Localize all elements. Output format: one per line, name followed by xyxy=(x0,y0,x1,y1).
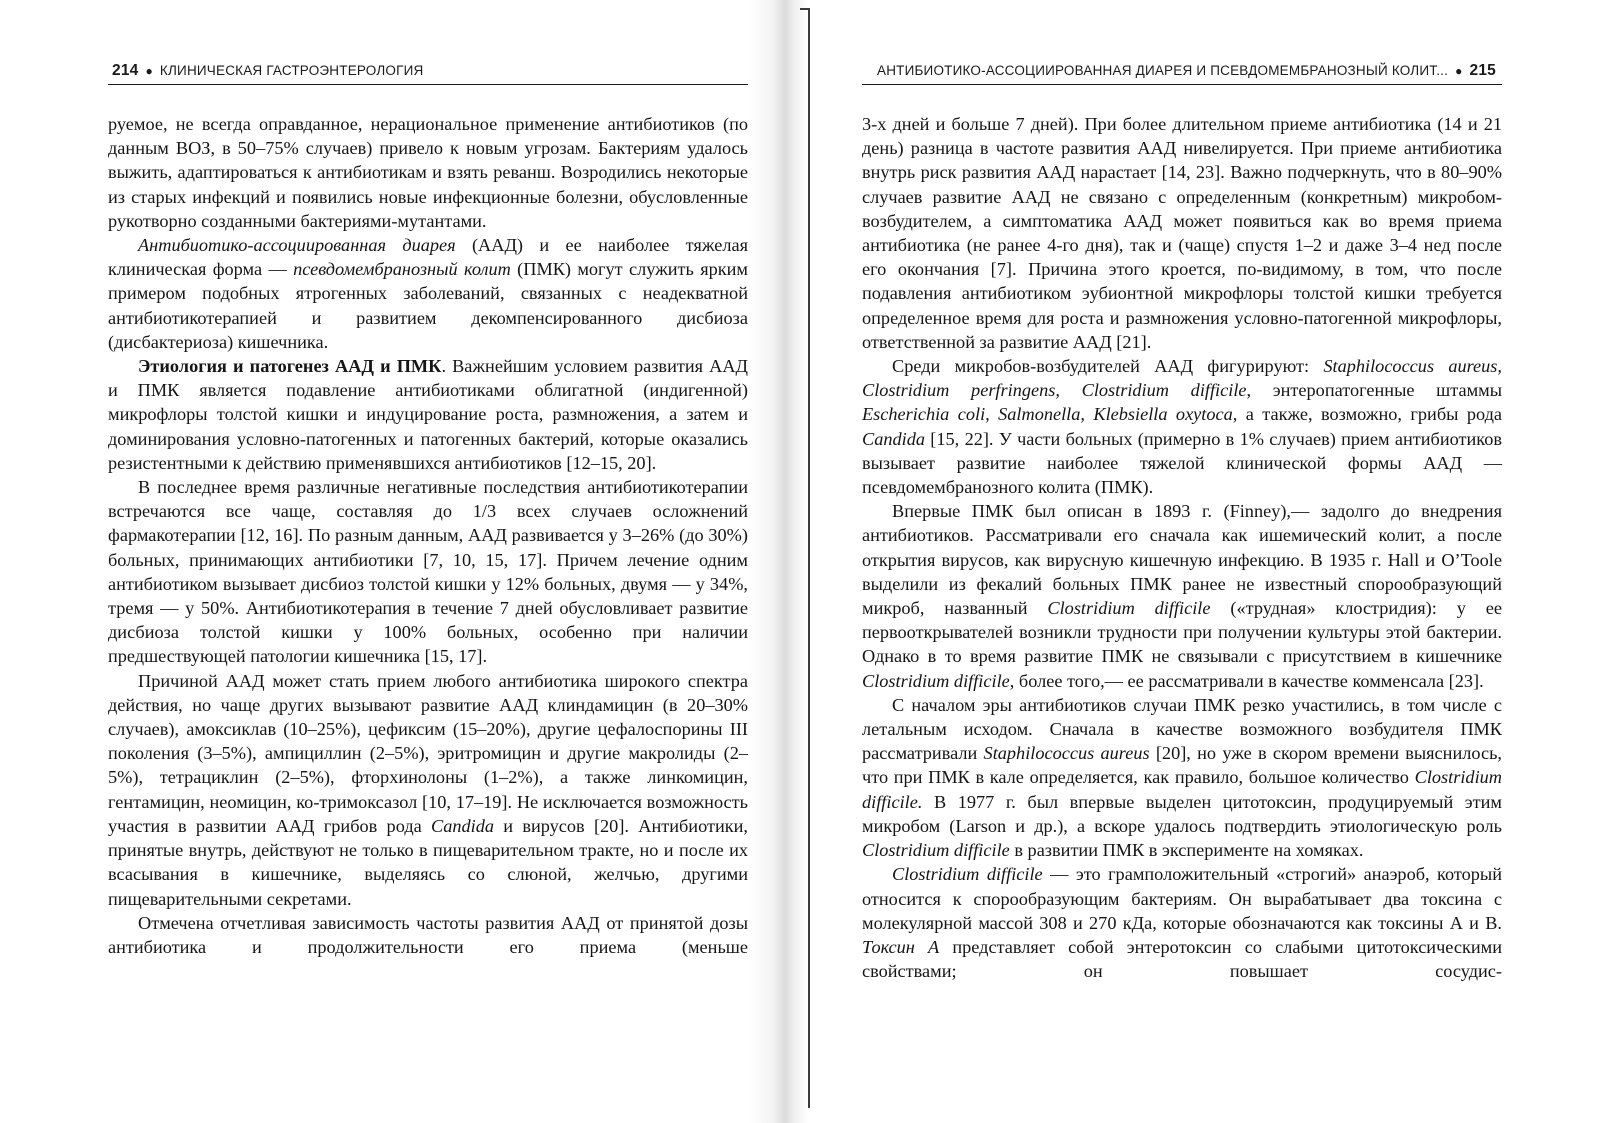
term-aad: Антибиотико-ассоциированная диарея xyxy=(138,235,456,256)
term-toxin-a: Токсин А xyxy=(862,936,940,957)
right-paragraph-2: Среди микробов-возбудителей ААД фигурируют: Staphilococcus aureus, Clostridium perfringens, Clostridium difficile, энтеропатогенные штаммы Escherichia coli, Salmonella, Klebsiella oxytoca, а также, возможно, грибы рода Candida [15, 22]. У части больных (примерно в 1% случаев) прием антибиотиков вызывает развитие наиболее тяжелой клинической формы ААД — псевдомембранозного колита (ПМК). xyxy=(862,356,1503,498)
species-c-difficile: Clostridium difficile xyxy=(862,840,1010,861)
right-paragraph-5: Clostridium difficile — это грамположительный «строгий» анаэроб, который относится к спорообразующим бактериям. Он вырабатывает два токсина с молекулярной массой 308 и 270 кДа, которые обозначаются как токсины А и В. Токсин А представляет собой энтеротоксин со слабыми цитотоксическими свойствами; он повышает сосудис- xyxy=(862,864,1502,982)
left-paragraph-1: руемое, не всегда оправданное, нерациональное применение антибиотиков (по данным ВОЗ, в 50–75% случаев) привело к новым угрозам. Бактериям удалось выжить, адаптироваться к антибиотикам и взять реванш. Возродились некоторые из старых инфекций и появились новые инфекционные болезни, обусловленные рукотворно созданными бактериями-мутантами. xyxy=(108,114,748,231)
right-paragraph-1: 3-х дней и больше 7 дней). При более длительном приеме антибиотика (14 и 21 день) разница в частоте развития ААД нивелируется. При приеме антибиотика внутрь риск развития ААД нарастает [14, 23]. Важно подчеркнуть, что в 80–90% случаев развитие ААД не связано с определенным (конкретным) микробом-возбудителем, а симптоматика ААД может появиться как во время приема антибиотика (не ранее 4-го дня), так и (чаще) спустя 1–2 и даже 3–4 нед после его окончания [7]. Причина этого кроется, по-видимому, в том, что после подавления антибиотиком эубионтной микрофлоры толстой кишки требуется определенное время для роста и размножения условно-патогенной микрофлоры, ответственной за развитие ААД [21]. xyxy=(862,114,1502,352)
left-paragraph-3: Этиология и патогенез ААД и ПМК. Важнейшим условием развития ААД и ПМК является подавление антибиотиками облигатной (индигенной) микрофлоры толстой кишки и индуцирование роста, размножения, а затем и доминирования условно-патогенных и патогенных бактерий, которые оказались резистентными к действию применявшихся антибиотиков [12–15, 20]. xyxy=(108,356,748,473)
left-paragraph-5: Причиной ААД может стать прием любого антибиотика широкого спектра действия, но чаще других вызывают развитие ААД клиндамицин (в 20–30% случаев), амоксиклав (10–25%), цефиксим (15–20%), другие цефалоспорины III поколения (3–5%), ампициллин (2–5%), эритромицин и другие макролиды (2–5%), тетрациклин (2–5%), фторхинолоны (1–2%), а также линкомицин, гентамицин, неомицин, ко-тримоксазол [10, 17–19]. Не исключается возможность участия в развитии ААД грибов рода Candida и вирусов [20]. Антибиотики, принятые внутрь, действуют не только в пищеварительном тракте, но и после их всасывания в кишечнике, выделяясь со слюной, желчью, другими пищеварительными секретами. xyxy=(108,670,748,909)
bullet-separator: ● xyxy=(1455,64,1463,78)
species-s-aureus: Staphilococcus aureus xyxy=(983,743,1150,764)
left-page xyxy=(108,0,748,1123)
left-page-number: 214 xyxy=(112,62,139,79)
left-paragraph-2: Антибиотико-ассоциированная диарея (ААД) и ее наиболее тяжелая клиническая форма — псевдомембранозный колит (ПМК) могут служить ярким примером подобных ятрогенных заболеваний, связанных с неадекватной антибиотикотерапией и развитием декомпенсированного дисбиоза (дисбактериоза) кишечника. xyxy=(108,235,748,352)
left-paragraph-6: Отмечена отчетливая зависимость частоты развития ААД от принятой дозы антибиотика и продолжительности его приема (меньше xyxy=(108,912,748,957)
term-candida: Candida xyxy=(431,815,494,836)
section-heading: Этиология и патогенез ААД и ПМК xyxy=(138,356,442,377)
right-paragraph-3: Впервые ПМК был описан в 1893 г. (Finney),— задолго до внедрения антибиотиков. Рассматривали его сначала как ишемический колит, а после открытия вирусов, как вирусную кишечную инфекцию. В 1935 г. Hall и O’Toole выделили из фекалий больных ПМК ранее не известный спорообразующий микроб, названный Clostridium difficile («трудная» клостридия): у ее первооткрывателей возникли трудности при получении культуры этой бактерии. Однако в то время развитие ПМК не связывали с присутствием в кишечнике Clostridium difficile, более того,— ее рассматривали в качестве комменсала [23]. xyxy=(862,501,1502,691)
left-body-text xyxy=(108,112,748,959)
left-running-head-title: КЛИНИЧЕСКАЯ ГАСТРОЭНТЕРОЛОГИЯ xyxy=(159,63,424,78)
species-c-difficile: Clostridium difficile xyxy=(892,864,1043,885)
right-running-head-title: АНТИБИОТИКО-АССОЦИИРОВАННАЯ ДИАРЕЯ И ПСЕВДОМЕМБРАНОЗНЫЙ КОЛИТ... xyxy=(877,63,1449,78)
bullet-separator: ● xyxy=(145,64,153,78)
species-candida: Candida xyxy=(862,428,925,449)
left-paragraph-4: В последнее время различные негативные последствия антибиотикотерапии встречаются все чаще, составляя до 1/3 всех случаев осложнений фармакотерапии [12, 16]. По разным данным, ААД развивается у 3–26% (до 30%) больных, принимающих антибиотики [7, 10, 15, 17]. Причем лечение одним антибиотиком вызывает дисбиоз толстой кишки у 12% больных, двумя — у 34%, тремя — у 50%. Антибиотикотерапия в течение 7 дней обусловливает развитие дисбиоза толстой кишки у 100% больных, особенно при наличии предшествующей патологии кишечника [15, 17]. xyxy=(108,477,748,667)
species-c-difficile: Clostridium difficile. xyxy=(862,767,1502,812)
species-c-difficile: Clostridium difficile xyxy=(862,670,1010,691)
right-running-head xyxy=(862,58,1502,85)
right-page-number: 215 xyxy=(1469,62,1496,79)
page-fold-line xyxy=(808,8,810,1108)
species-c-difficile: Clostridium difficile xyxy=(1047,598,1211,619)
species-list-1: Staphilococcus aureus, Clostridium perfringens, Clostridium difficile xyxy=(862,356,1502,401)
right-paragraph-4: С началом эры антибиотиков случаи ПМК резко участились, в том числе с летальным исходом. Сначала в качестве возможного возбудителя ПМК рассматривали Staphilococcus aureus [20], но уже в скором времени выяснилось, что при ПМК в кале определяется, как правило, большое количество Clostridium difficile. В 1977 г. был впервые выделен цитотоксин, продуцируемый этим микробом (Larson и др.), а вскоре удалось подтвердить этиологическую роль Clostridium difficile в развитии ПМК в эксперименте на хомяках. xyxy=(862,694,1502,861)
left-running-head xyxy=(108,58,748,85)
species-list-2: Escherichia coli, Salmonella, Klebsiella oxytoca xyxy=(862,404,1233,425)
right-page xyxy=(862,0,1502,1123)
right-body-text xyxy=(862,112,1502,983)
term-pmk: псевдомембранозный колит xyxy=(293,259,511,280)
book-gutter xyxy=(748,0,808,1123)
page-fold-mark xyxy=(800,8,810,10)
